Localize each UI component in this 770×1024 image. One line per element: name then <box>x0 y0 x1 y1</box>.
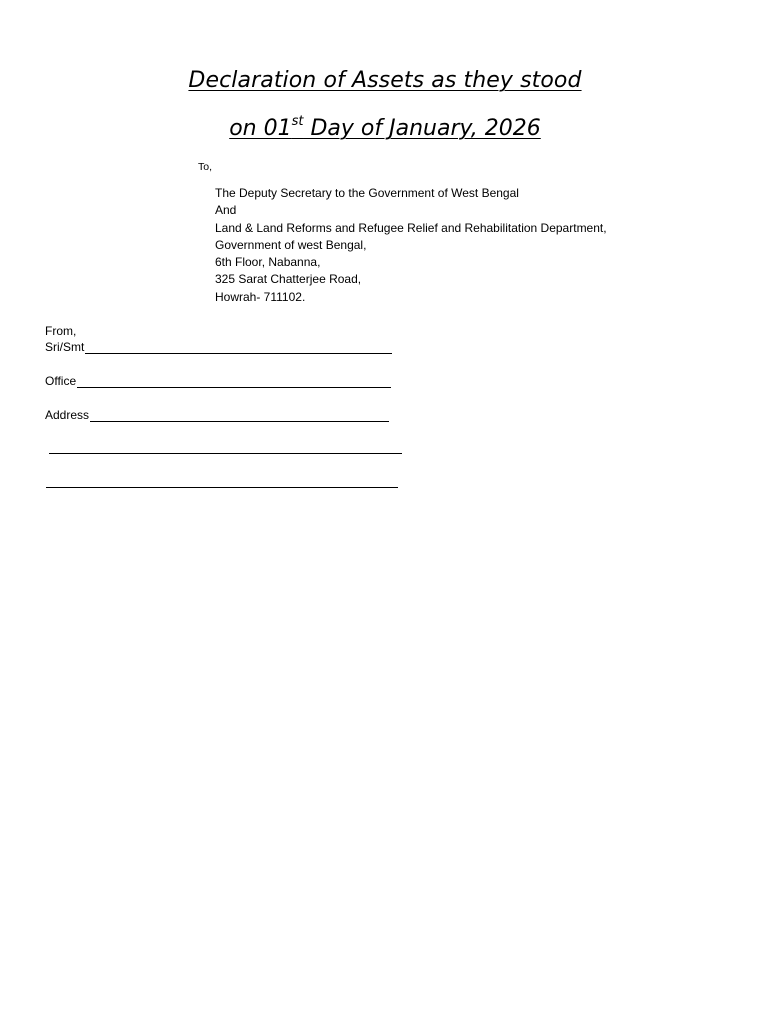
sri-smt-blank-line[interactable] <box>85 341 392 354</box>
from-label: From, <box>45 324 77 338</box>
addressee-line: 6th Floor, Nabanna, <box>215 255 321 270</box>
addressee-line: The Deputy Secretary to the Government of West Bengal <box>215 186 519 200</box>
title-prefix: on 01 <box>229 116 292 141</box>
address-continuation-line-1[interactable] <box>49 453 402 454</box>
to-label: To, <box>198 161 213 173</box>
office-blank-line[interactable] <box>77 375 391 388</box>
address-field <box>45 408 389 422</box>
title-suffix: Day of January, 2026 <box>303 116 541 141</box>
address-continuation-line-2[interactable] <box>46 487 398 488</box>
office-label: Office <box>45 374 77 388</box>
office-field <box>45 374 391 388</box>
addressee-line: And <box>215 203 237 218</box>
addressee-block <box>215 185 607 306</box>
sri-smt-label: Sri/Smt <box>45 340 85 354</box>
address-blank-line[interactable] <box>90 409 389 422</box>
addressee-line: 325 Sarat Chatterjee Road, <box>215 272 362 287</box>
document-title-line-1: Declaration of Assets as they stood <box>188 68 582 93</box>
document-title-line-2 <box>0 113 770 141</box>
title-ordinal-suffix: st <box>291 113 304 129</box>
addressee-line: Land & Land Reforms and Refugee Relief and Rehabilitation Department, <box>215 220 607 235</box>
address-label: Address <box>45 408 90 422</box>
sri-smt-field <box>45 340 392 354</box>
addressee-line: Howrah- 711102. <box>215 289 306 304</box>
addressee-line: Government of west Bengal, <box>215 237 367 252</box>
